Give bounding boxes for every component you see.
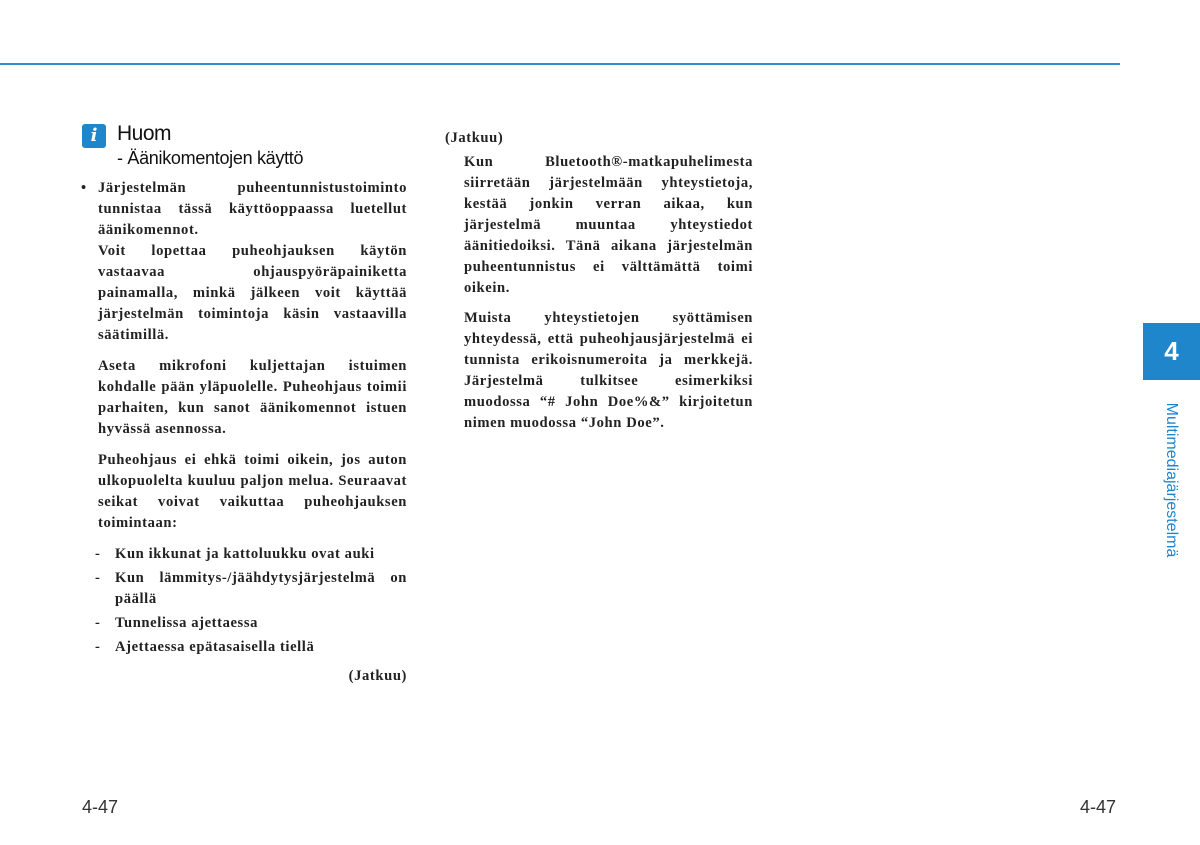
list-item-text: Tunnelissa ajettaessa <box>115 615 259 631</box>
info-icon: i <box>82 124 106 148</box>
paragraph-stop-voice: Voit lopettaa puheohjauksen käytön vastaavaa ohjauspyöräpainiketta painamalla, minkä jälkeen voit käyttää järjestelmän toimintoja käsin vastaavilla säätimillä. <box>98 243 407 343</box>
right-column <box>445 128 753 443</box>
dash-mark: - <box>95 615 101 631</box>
dash-mark: - <box>95 639 101 655</box>
note-subtitle: - Äänikomentojen käyttö <box>117 148 304 168</box>
continued-label: (Jatkuu) <box>348 668 407 684</box>
paragraph-microphone: Aseta mikrofoni kuljettajan istuimen kohdalle pään yläpuolelle. Puheohjaus toimii parhaiten, kun sanot äänikomennot istuen hyvässä asennossa. <box>98 358 407 437</box>
paragraph-bluetooth: Kun Bluetooth®-matkapuhelimesta siirretään järjestelmään yhteystietoja, kestää jonkin verran aikaa, kun järjestelmä muuntaa yhteystiedot äänitiedoiksi. Tänä aikana järjestelmän puheentunnistus ei välttämättä toimi oikein. <box>464 154 753 296</box>
chapter-label: Multimediajärjestelmä <box>1163 402 1180 558</box>
continued-label: (Jatkuu) <box>445 130 504 146</box>
page-number-left: 4-47 <box>82 797 119 817</box>
header-rule <box>0 63 1120 65</box>
list-item-text: Ajettaessa epätasaisella tiellä <box>115 639 315 655</box>
left-column <box>79 178 407 687</box>
list-item-text: Kun ikkunat ja kattoluukku ovat auki <box>115 546 375 562</box>
note-title: Huom <box>117 122 172 145</box>
list-item <box>79 613 407 634</box>
paragraph-contacts: Muista yhteystietojen syöttämisen yhteydessä, että puheohjausjärjestelmä ei tunnista erikoisnumeroita ja merkkejä. Järjestelmä tulkitsee esimerkiksi muodossa “# John Doe%&” kirjoitetun nimen muodossa “John Doe”. <box>464 310 753 431</box>
list-item <box>79 637 407 658</box>
chapter-tab: 4 <box>1143 323 1200 380</box>
dash-mark: - <box>95 546 101 562</box>
bullet-mark: • <box>81 180 87 196</box>
dash-mark: - <box>95 570 101 586</box>
bullet-text: Järjestelmän puheentunnistustoiminto tunnistaa tässä käyttöoppaassa luetellut äänikomennot. <box>98 180 407 238</box>
list-item-text: Kun lämmitys-/jäähdytysjärjestelmä on päällä <box>115 570 407 607</box>
list-item <box>79 544 407 565</box>
page-number-right: 4-47 <box>1080 797 1117 817</box>
paragraph-noise: Puheohjaus ei ehkä toimi oikein, jos auton ulkopuolelta kuuluu paljon melua. Seuraavat seikat voivat vaikuttaa puheohjauksen toimintaan: <box>98 452 407 531</box>
bullet-item <box>79 178 407 241</box>
list-item <box>79 568 407 610</box>
